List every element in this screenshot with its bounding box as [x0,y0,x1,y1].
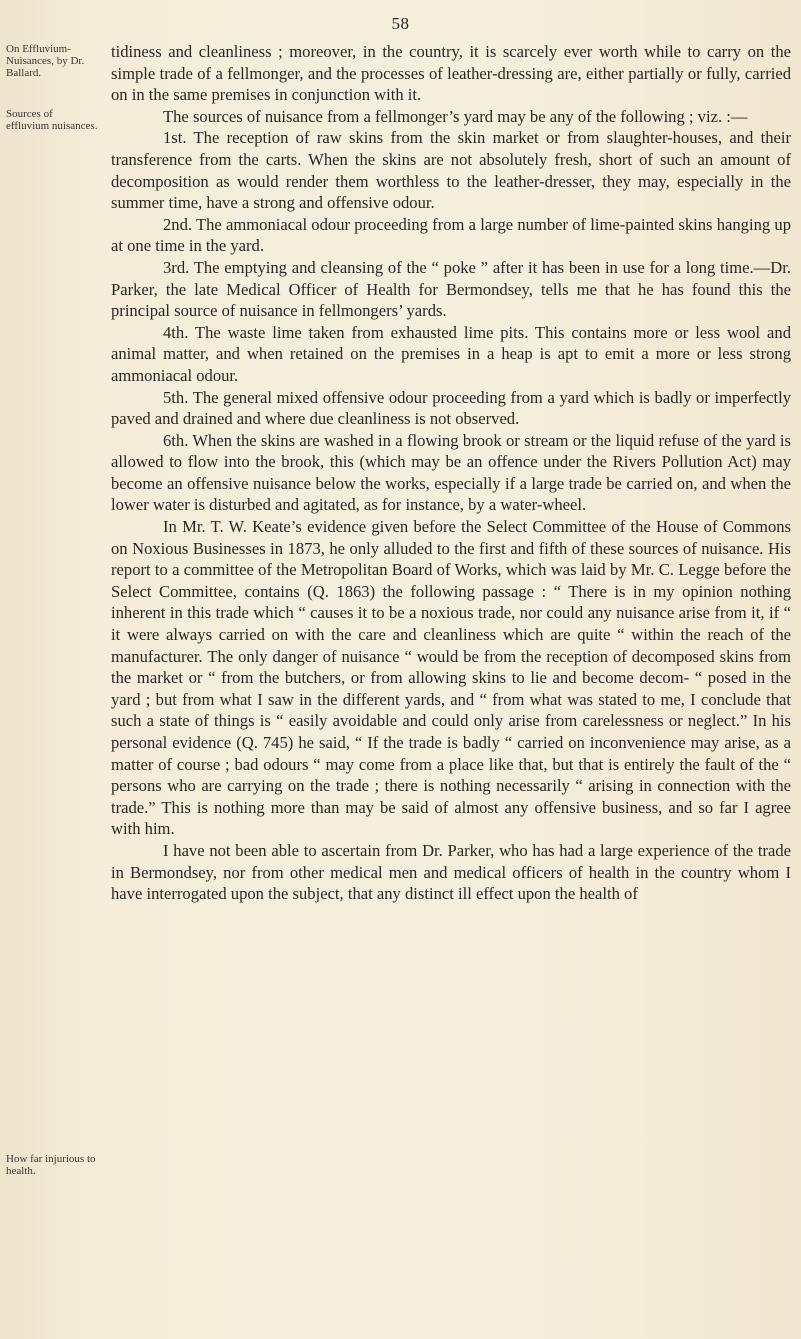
margin-note-title: On Effluvium-Nuisances, by Dr. Ballard. [6,43,85,79]
paragraph: 2nd. The ammoniacal odour proceeding from a large number of lime-painted skins hanging up at one time in the yard. [111,214,791,256]
margin-note-sources: Sources of effluvium nuisances. [6,108,98,132]
paragraph: 4th. The waste lime taken from exhausted lime pits. This contains more or less wool and animal matter, and when retained on the premises in a heap is apt to emit a more or less strong ammoniacal odour. [111,322,791,385]
page-number: 58 [391,14,410,33]
paragraph: 1st. The reception of raw skins from the skin market or from slaughter-houses, and their transference from the carts. When the skins are not absolutely fresh, short of such an amount of decomposition as would render them worthless to the leather-dresser, they may, especially in the summer time, have a strong and offensive odour. [111,128,791,213]
paragraph: I have not been able to ascertain from Dr. Parker, who has had a large experience of the trade in Bermondsey, nor from other medical men and medical officers of health in the country whom I have interrogated upon the subject, that any distinct ill effect upon the health of [111,840,791,904]
paragraph: 3rd. The emptying and cleansing of the “ poke ” after it has been in use for a long time.—Dr. Parker, the late Medical Officer of Health for Bermondsey, tells me that he has found this the principal source of nuisance in fellmongers’ yards. [111,257,791,321]
margin-note-health: How far injurious to health. [6,1153,96,1177]
paragraph: In Mr. T. W. Keate’s evidence given before the Select Committee of the House of Commons on Noxious Businesses in 1873, he only alluded to the first and fifth of these sources of nuisance. His report to a committee of the Metropolitan Board of Works, which was laid by Mr. C. Legge before the Select Committee, contains (Q. 1863) the following passage : “ There is in my opinion nothing inherent in this trade which “ causes it to be a noxious trade, nor could any nuisance arise from it, if “ it were always carried on with the care and cleanliness which are quite “ within the reach of the manufacturer. The only danger of nuisance “ would be from the reception of decomposed skins from the market or “ from the butchers, or from allowing skins to lie and become decom- “ posed in the yard ; but from what I saw in the different yards, and “ from what was stated to me, I conclude that such a state of things is “ easily avoidable and could only arise from carelessness or neglect.” In his personal evidence (Q. 745) he said, “ If the trade is badly “ carried on inconvenience may arise, as a matter of course ; bad odours “ may come from a place like that, but that is entirely the fault of the “ persons who are carrying on the trade ; there is nothing necessarily “ arising in connection with the trade.” This is nothing more than may be said of almost any offensive business, and so far I agree with him. [111,517,791,839]
paragraph: The sources of nuisance from a fellmonger’s yard may be any of the following ; viz. :— [163,106,748,126]
paragraph: 6th. When the skins are washed in a flowing brook or stream or the liquid refuse of the yard is allowed to flow into the brook, this (which may be an offence under the Rivers Pollution Act) may become an offensive nuisance below the works, especially if a large trade be carried on, and when the lower water is disturbed and agitated, as for instance, by a water-wheel. [111,430,791,515]
body-text [111,41,791,905]
paragraph: 5th. The general mixed offensive odour proceeding from a yard which is badly or imperfectly paved and drained and where due cleanliness is not observed. [111,387,791,429]
paragraph: tidiness and cleanliness ; moreover, in the country, it is scarcely ever worth while to carry on the simple trade of a fellmonger, and the processes of leather-dressing are, either partially or fully, carried on in the same premises in conjunction with it. [111,42,791,105]
